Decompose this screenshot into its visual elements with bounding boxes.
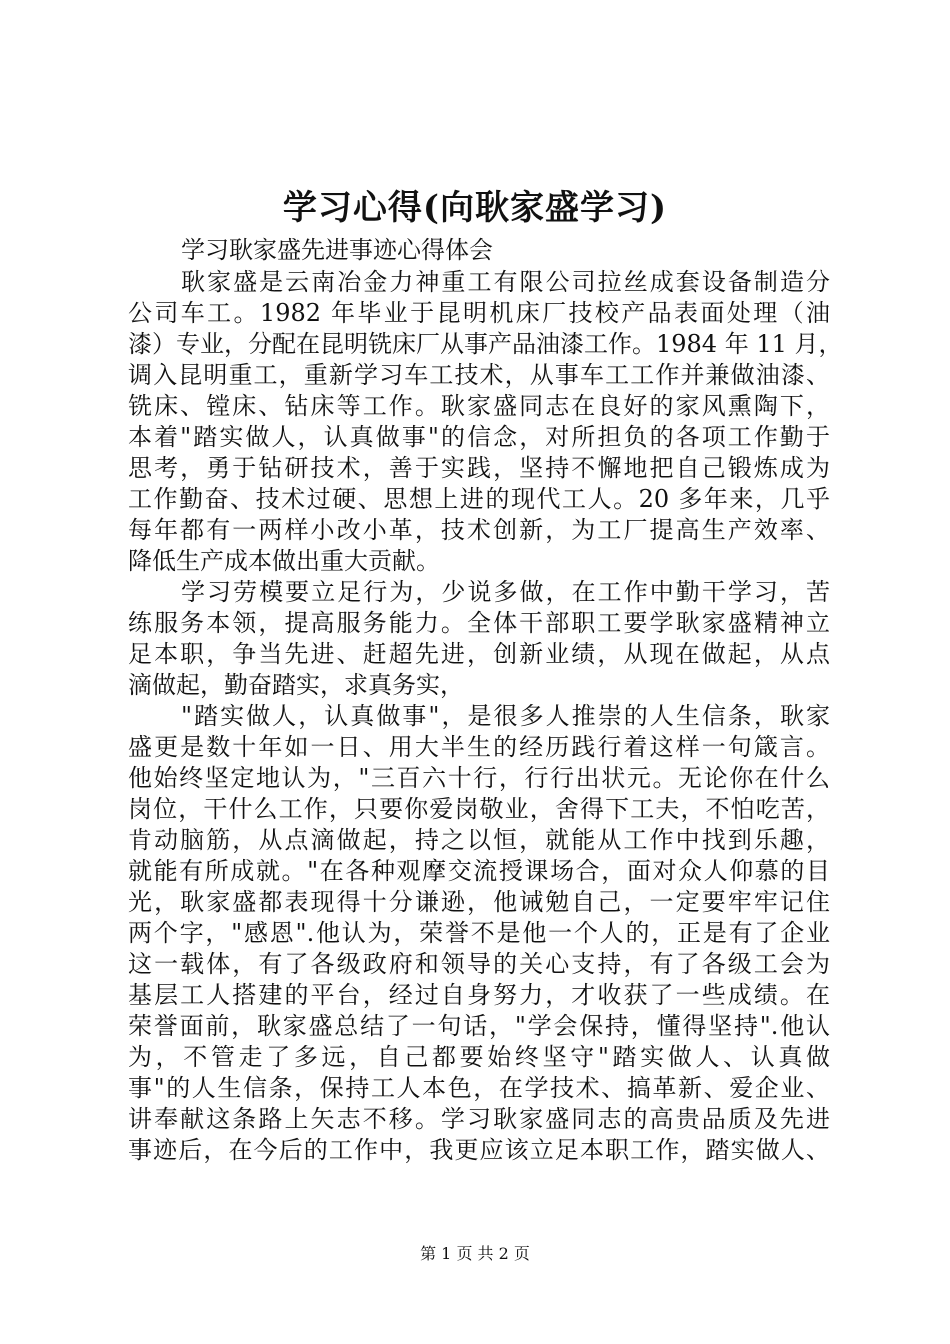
text-line: 本着"踏实做人，认真做事"的信念，对所担负的各项工作勤于: [128, 423, 830, 451]
text-line: 岗位，干什么工作，只要你爱岗敬业，舍得下工夫，不怕吃苦，: [128, 795, 830, 823]
text-line: 公司车工。1982 年毕业于昆明机床厂技校产品表面处理（油: [128, 299, 830, 327]
text-line: 思考，勇于钻研技术，善于实践，坚持不懈地把自己锻炼成为: [128, 454, 830, 482]
text-line: 两个字，"感恩".他认为，荣誉不是他一个人的，正是有了企业: [128, 919, 830, 947]
text-line: 足本职，争当先进、赶超先进，创新业绩，从现在做起，从点: [128, 640, 830, 668]
page-number-footer: 第 1 页 共 2 页: [420, 1244, 530, 1263]
text-line: 练服务本领，提高服务能力。全体干部职工要学耿家盛精神立: [128, 609, 830, 637]
text-line: 为，不管走了多远，自己都要始终坚守"踏实做人、认真做: [128, 1043, 830, 1071]
text-line: 调入昆明重工，重新学习车工技术，从事车工工作并兼做油漆、: [128, 361, 830, 389]
text-line: 光，耿家盛都表现得十分谦逊，他诫勉自己，一定要牢牢记住: [128, 888, 830, 916]
text-line: 工作勤奋、技术过硬、思想上进的现代工人。20 多年来，几乎: [128, 485, 830, 513]
text-line: 讲奉献这条路上矢志不移。学习耿家盛同志的高贵品质及先进: [128, 1105, 830, 1133]
text-line: 每年都有一两样小改小革，技术创新，为工厂提高生产效率、: [128, 516, 830, 544]
document-title: 学习心得(向耿家盛学习): [282, 188, 668, 228]
document-subtitle: 学习耿家盛先进事迹心得体会: [181, 236, 493, 264]
text-line: "踏实做人，认真做事"，是很多人推崇的人生信条，耿家: [181, 702, 830, 730]
text-line: 漆）专业，分配在昆明铣床厂从事产品油漆工作。1984 年 11 月，: [128, 330, 843, 358]
text-line: 基层工人搭建的平台，经过自身努力，才收获了一些成绩。在: [128, 981, 830, 1009]
text-line: 盛更是数十年如一日、用大半生的经历践行着这样一句箴言。: [128, 733, 830, 761]
text-line: 荣誉面前，耿家盛总结了一句话，"学会保持，懂得坚持".他认: [128, 1012, 830, 1040]
text-line: 滴做起，勤奋踏实，求真务实，: [128, 671, 464, 699]
text-line: 就能有所成就。"在各种观摩交流授课场合，面对众人仰慕的目: [128, 857, 830, 885]
text-line: 他始终坚定地认为，"三百六十行，行行出状元。无论你在什么: [128, 764, 830, 792]
text-line: 铣床、镗床、钻床等工作。耿家盛同志在良好的家风熏陶下，: [128, 392, 830, 420]
text-line: 这一载体，有了各级政府和领导的关心支持，有了各级工会为: [128, 950, 830, 978]
text-line: 事迹后，在今后的工作中，我更应该立足本职工作，踏实做人、: [128, 1136, 830, 1164]
text-line: 事"的人生信条，保持工人本色，在学技术、搞革新、爱企业、: [128, 1074, 830, 1102]
text-line: 降低生产成本做出重大贡献。: [128, 547, 440, 575]
text-line: 学习劳模要立足行为，少说多做，在工作中勤干学习，苦: [181, 578, 830, 606]
text-line: 耿家盛是云南冶金力神重工有限公司拉丝成套设备制造分: [181, 268, 830, 296]
text-line: 肯动脑筋，从点滴做起，持之以恒，就能从工作中找到乐趣，: [128, 826, 830, 854]
